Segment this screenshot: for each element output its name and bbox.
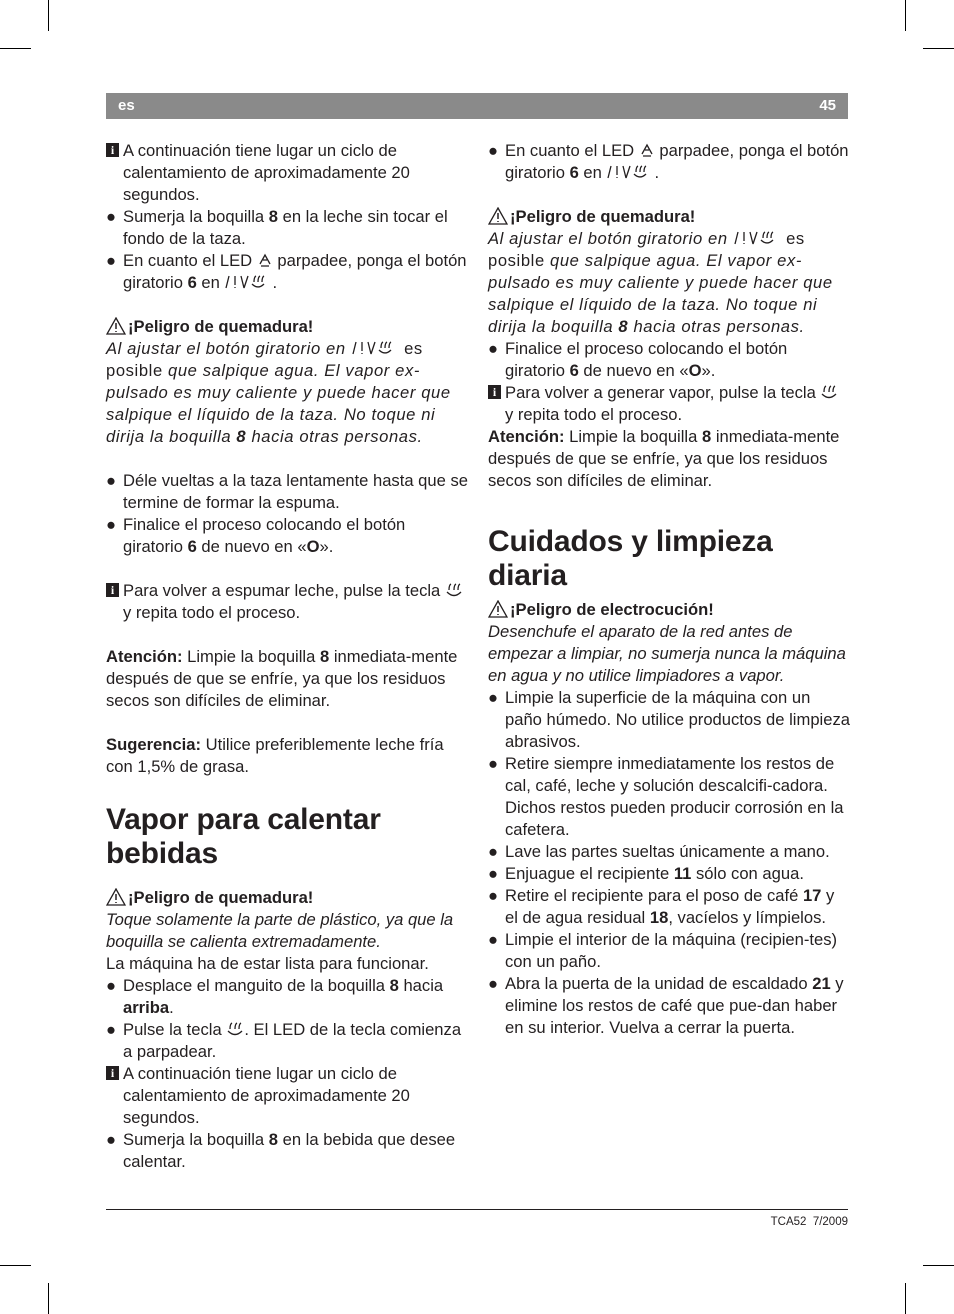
led-icon — [257, 252, 273, 268]
list-item: ● Finalice el proceso colocando el botón giratorio 6 de nuevo en «O». — [106, 515, 406, 556]
crop-mark — [923, 1265, 954, 1266]
page-number: 45 — [819, 97, 836, 114]
list-item: ● Abra la puerta de la unidad de escaldado 21 y elimine los restos de café que pue-dan haber en su interior. Vuelva a cerrar la puerta. — [488, 974, 844, 1037]
warning-title: ¡Peligro de electrocución! — [488, 599, 850, 621]
crop-mark — [905, 1283, 906, 1314]
crop-mark — [48, 1283, 49, 1314]
info-note: i Para volver a generar vapor, pulse la tecla y repita todo el proceso. — [488, 382, 850, 426]
warning-icon — [106, 317, 126, 335]
section-heading: Vapor para calentar bebidas — [106, 803, 381, 870]
list-item: ● Desplace el manguito de la boquilla 8 hacia arriba. — [106, 976, 444, 1017]
list-item: ● Retire el recipiente para el poso de café 17 y el de agua residual 18, vacíelos y límpielos. — [488, 886, 835, 927]
warning-text: Al ajustar el botón giratorio en es posible que salpique agua. El vapor ex-pulsado es muy caliente y puede hacer que salpique el líquido de la taza. No toque ni dirija la boquilla 8 hacia otras personas. — [106, 339, 451, 446]
language-code: es — [118, 97, 135, 114]
info-icon: i — [106, 583, 119, 597]
list-item: ● Lave las partes sueltas únicamente a mano. — [488, 842, 830, 861]
info-note: i A continuación tiene lugar un ciclo de calentamiento de aproximadamente 20 segundos. — [106, 1063, 468, 1129]
info-icon: i — [106, 143, 119, 157]
warning-text: Desenchufe el aparato de la red antes de empezar a limpiar, no sumerja nunca la máquina en agua y no utilice limpiadores a vapor. — [488, 622, 846, 685]
steam-button-icon — [226, 1021, 244, 1037]
warning-title: ¡Peligro de quemadura! — [106, 316, 468, 338]
list-item: ● Limpie el interior de la máquina (recipien-tes) con un paño. — [488, 930, 838, 971]
steam-button-icon — [445, 582, 463, 598]
crop-mark — [923, 48, 954, 49]
warning-text: Al ajustar el botón giratorio en es posible que salpique agua. El vapor ex-pulsado es muy caliente y puede hacer que salpique el líquido de la taza. No toque ni dirija la boquilla 8 hacia otras personas. — [488, 229, 833, 336]
steam-dial-icon — [351, 340, 399, 356]
crop-mark — [0, 48, 31, 49]
list-item: ● Déle vueltas a la taza lentamente hasta que se termine de formar la espuma. — [106, 471, 469, 512]
crop-mark — [48, 0, 49, 31]
list-item: ● En cuanto el LED parpadee, ponga el botón giratorio 6 en . — [106, 251, 467, 292]
steam-dial-icon — [733, 230, 781, 246]
right-column — [488, 140, 850, 1039]
attention-note: Atención: Limpie la boquilla 8 inmediata-mente después de que se enfríe, ya que los residuos secos son difíciles de eliminar. — [488, 427, 840, 490]
warning-title: ¡Peligro de quemadura! — [488, 206, 850, 228]
model-code: TCA52 — [770, 1216, 807, 1228]
info-note: i Para volver a espumar leche, pulse la tecla y repita todo el proceso. — [106, 580, 468, 624]
page-header — [106, 93, 848, 119]
list-item: ● Pulse la tecla . El LED de la tecla comienza a parpadear. — [106, 1020, 462, 1061]
warning-icon — [106, 888, 126, 906]
attention-note: Atención: Limpie la boquilla 8 inmediata-mente después de que se enfríe, ya que los residuos secos son difíciles de eliminar. — [106, 647, 458, 710]
list-item: ● Enjuague el recipiente 11 sólo con agua. — [488, 864, 804, 883]
info-icon: i — [488, 385, 501, 399]
list-item: ● Limpie la superficie de la máquina con un paño húmedo. No utilice productos de limpieza abrasivos. — [488, 688, 850, 751]
list-item: ● Finalice el proceso colocando el botón giratorio 6 de nuevo en «O». — [488, 339, 788, 380]
warning-icon — [488, 600, 508, 618]
list-item: ● Sumerja la boquilla 8 en la bebida que desee calentar. — [106, 1130, 456, 1171]
crop-mark — [0, 1265, 31, 1266]
warning-title: ¡Peligro de quemadura! — [106, 887, 468, 909]
list-item: ● Sumerja la boquilla 8 en la leche sin tocar el fondo de la taza. — [106, 207, 448, 248]
left-column — [106, 140, 468, 1173]
steam-dial-icon — [606, 164, 654, 180]
section-heading: Cuidados y limpieza diaria — [488, 525, 773, 592]
warning-icon — [488, 207, 508, 225]
steam-dial-icon — [224, 274, 272, 290]
list-item: ● En cuanto el LED parpadee, ponga el botón giratorio 6 en . — [488, 141, 849, 182]
footer-rule — [106, 1209, 848, 1210]
footer — [771, 1216, 848, 1228]
list-item: ● Retire siempre inmediatamente los restos de cal, café, leche y solución descalcifi-cadora. Dichos restos pueden producir corrosión en la cafetera. — [488, 754, 844, 839]
info-icon: i — [106, 1066, 119, 1080]
warning-text: Toque solamente la parte de plástico, ya que la boquilla se calienta extremadamente. — [106, 910, 454, 951]
steam-button-icon — [820, 384, 838, 400]
body-text: La máquina ha de estar lista para funcionar. — [106, 954, 429, 973]
date: 7/2009 — [812, 1216, 848, 1228]
tip-note: Sugerencia: Utilice preferiblemente leche fría con 1,5% de grasa. — [106, 735, 444, 776]
led-icon — [639, 142, 655, 158]
info-note: i A continuación tiene lugar un ciclo de calentamiento de aproximadamente 20 segundos. — [106, 140, 468, 206]
crop-mark — [905, 0, 906, 31]
